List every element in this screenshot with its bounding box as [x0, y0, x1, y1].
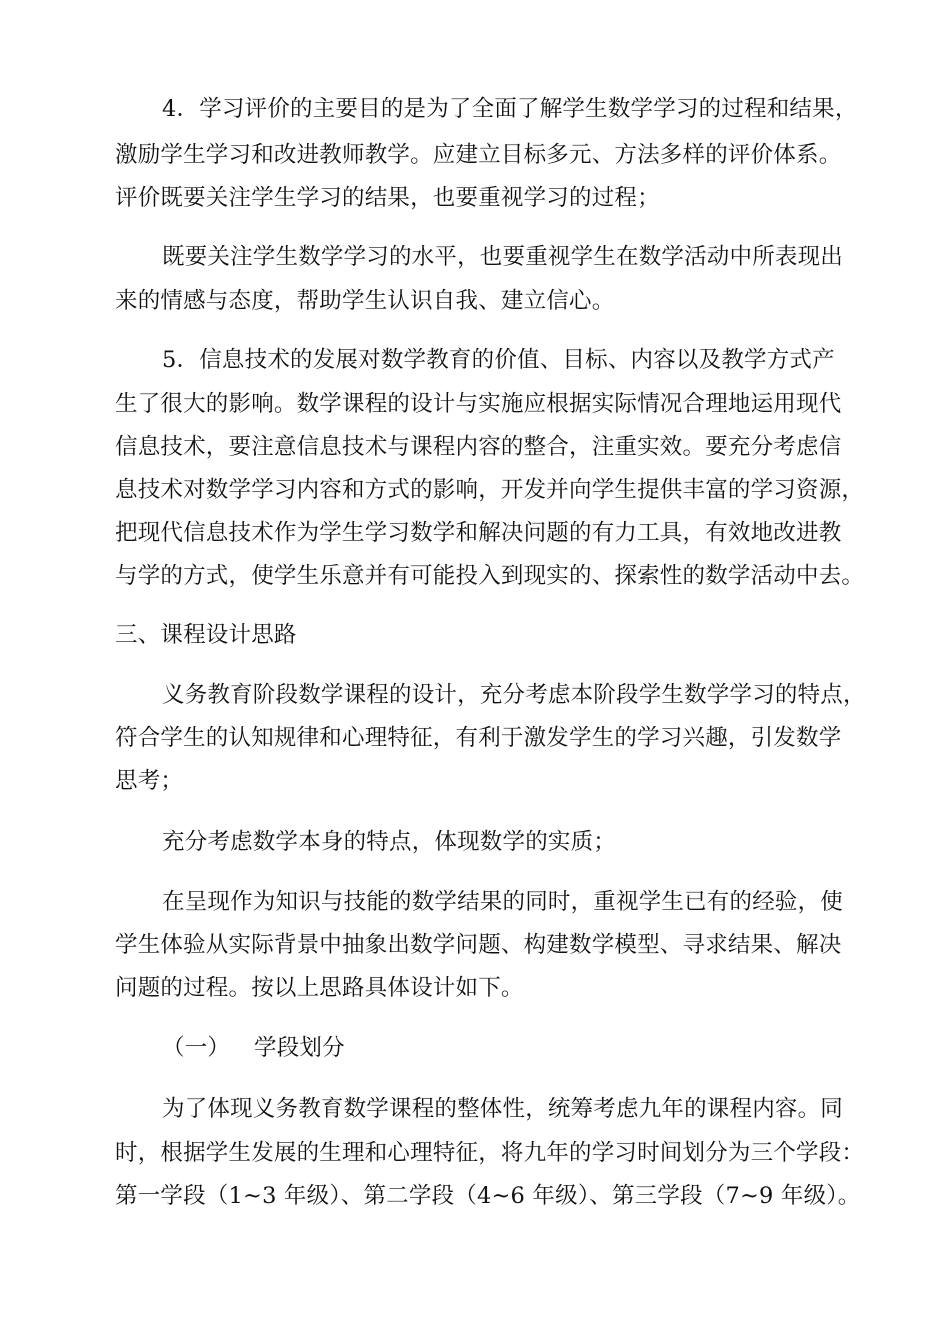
subsection-number: （一） [162, 1035, 231, 1061]
subsection-heading [162, 1033, 345, 1063]
paragraph-line: 信息技术，要注意信息技术与课程内容的整合，注重实效。要充分考虑信 [115, 434, 842, 460]
paragraph-line: 来的情感与态度，帮助学生认识自我、建立信心。 [115, 288, 615, 314]
paragraph-line: 义务教育阶段数学课程的设计，充分考虑本阶段学生数学学习的特点， [162, 682, 866, 708]
paragraph-line: 激励学生学习和改进教师教学。应建立目标多元、方法多样的评价体系。 [115, 142, 842, 168]
paragraph-line: 4．学习评价的主要目的是为了全面了解学生数学学习的过程和结果， [162, 96, 858, 122]
paragraph-line: 与学的方式，使学生乐意并有可能投入到现实的、探索性的数学活动中去。 [115, 563, 865, 589]
paragraph-line: 5．信息技术的发展对数学教育的价值、目标、内容以及教学方式产 [162, 347, 835, 373]
paragraph-line: 符合学生的认知规律和心理特征，有利于激发学生的学习兴趣，引发数学 [115, 725, 842, 751]
paragraph-line: 息技术对数学学习内容和方式的影响，开发并向学生提供丰富的学习资源， [115, 477, 865, 503]
paragraph-line: 为了体现义务教育数学课程的整体性，统筹考虑九年的课程内容。同 [162, 1096, 844, 1122]
paragraph-line: 在呈现作为知识与技能的数学结果的同时，重视学生已有的经验，使 [162, 889, 844, 915]
paragraph-line: 生了很大的影响。数学课程的设计与实施应根据实际情况合理地运用现代 [115, 391, 842, 417]
paragraph-line: 问题的过程。按以上思路具体设计如下。 [115, 975, 524, 1001]
paragraph-line: 思考； [115, 768, 184, 794]
paragraph-line: 第一学段（1~3 年级）、第二学段（4~6 年级）、第三学段（7~9 年级）。 [115, 1183, 861, 1209]
paragraph-line: 学生体验从实际背景中抽象出数学问题、构建数学模型、寻求结果、解决 [115, 932, 842, 958]
section-heading: 三、课程设计思路 [115, 622, 297, 648]
subsection-title: 学段划分 [254, 1035, 345, 1061]
paragraph-line: 把现代信息技术作为学生学习数学和解决问题的有力工具，有效地改进教 [115, 520, 842, 546]
paragraph-line: 既要关注学生数学学习的水平，也要重视学生在数学活动中所表现出 [162, 244, 844, 270]
paragraph-line: 评价既要关注学生学习的结果，也要重视学习的过程； [115, 185, 660, 211]
paragraph-line: 时，根据学生发展的生理和心理特征，将九年的学习时间划分为三个学段： [115, 1140, 865, 1166]
paragraph-line: 充分考虑数学本身的特点，体现数学的实质； [162, 829, 617, 855]
